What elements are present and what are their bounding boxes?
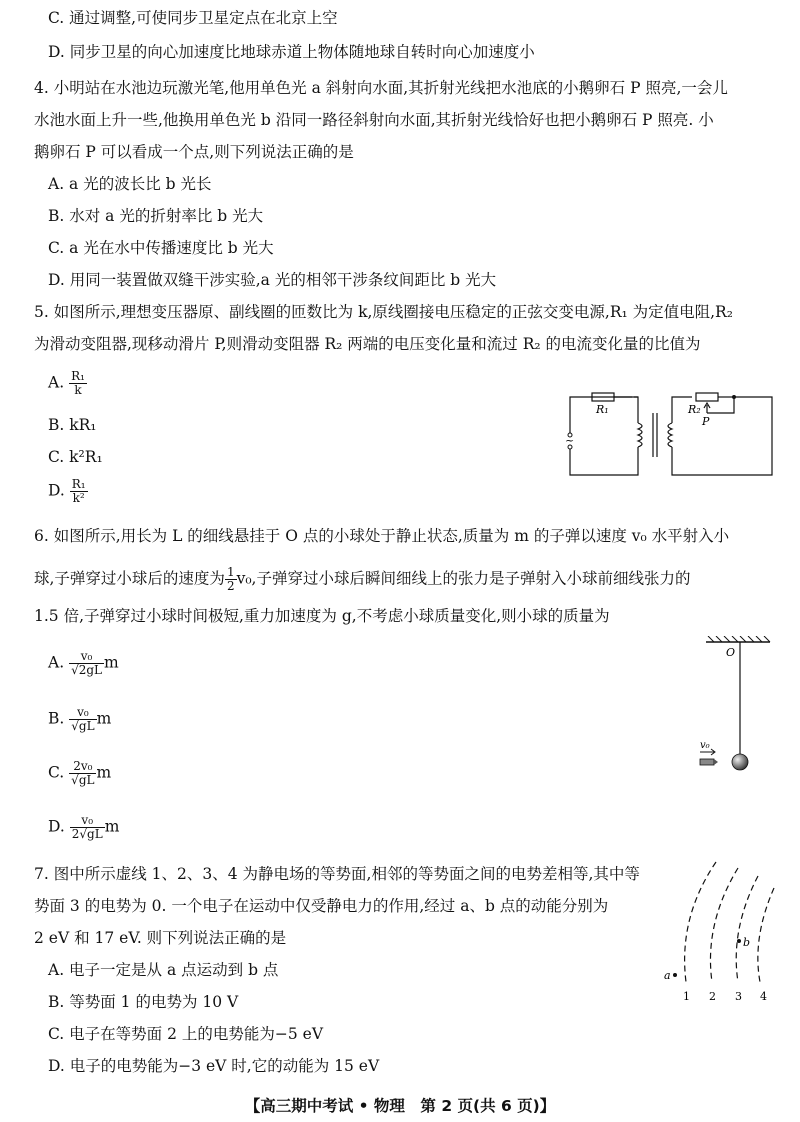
q5-option-a: A. $\frac{\text{R₁}}{k}$ — [48, 369, 85, 397]
q4-option-a: A. a 光的波长比 b 光长 — [48, 175, 212, 193]
q6-option-a: A. $\frac{\text{v₀}}{√2gL}$ m — [48, 649, 119, 677]
q7-option-b: B. 等势面 1 的电势为 10 V — [48, 993, 239, 1011]
q7-stem-line1: 7. 图中所示虚线 1、2、3、4 为静电场的等势面,相邻的等势面之间的电势差相等,其中等 — [34, 865, 640, 883]
fig-label-v0: v₀ — [700, 740, 710, 751]
q4-option-c: C. a 光在水中传播速度比 b 光大 — [48, 239, 274, 257]
fig-point-a: a — [664, 969, 671, 982]
fig-point-b: b — [743, 936, 751, 949]
q3-option-d: D. 同步卫星的向心加速度比地球赤道上物体随地球自转时向心加速度小 — [48, 43, 535, 61]
q6-option-c: C. $\frac{\text{2v₀}}{√gL}$ m — [48, 759, 112, 787]
q6-stem-line3: 1.5 倍,子弹穿过小球时间极短,重力加速度为 g,不考虑小球质量变化,则小球的质量为 — [34, 607, 610, 625]
q7-stem-line2: 势面 3 的电势为 0. 一个电子在运动中仅受静电力的作用,经过 a、b 点的动能分别为 — [34, 897, 609, 915]
q7-option-d: D. 电子的电势能为−3 eV 时,它的动能为 15 eV — [48, 1057, 380, 1075]
fig-surface-label-2: 2 — [709, 990, 716, 1003]
q7-option-a: A. 电子一定是从 a 点运动到 b 点 — [48, 961, 279, 979]
ac-source-symbol: ~ — [565, 434, 575, 447]
q7-option-c: C. 电子在等势面 2 上的电势能为−5 eV — [48, 1025, 324, 1043]
fig-label-o: O — [726, 646, 736, 659]
q5-stem-line1: 5. 如图所示,理想变压器原、副线圈的匝数比为 k,原线圈接电压稳定的正弦交变电源,R₁ 为定值电阻,R₂ — [34, 303, 733, 321]
fig-surface-label-3: 3 — [735, 990, 742, 1003]
fig-surface-label-4: 4 — [760, 990, 767, 1003]
q7-stem-line3: 2 eV 和 17 eV. 则下列说法正确的是 — [34, 929, 287, 947]
q5-option-d: D. $\frac{\text{R₁}}{\text{k²}}$ — [48, 477, 86, 505]
q3-option-c: C. 通过调整,可使同步卫星定点在北京上空 — [48, 9, 338, 27]
fig-label-r2: R₂ — [688, 403, 701, 416]
page-footer: 【高三期中考试 • 物理 第 2 页(共 6 页)】 — [244, 1097, 556, 1115]
q6-option-b: B. $\frac{\text{v₀}}{√gL}$ m — [48, 705, 112, 733]
bullet — [700, 759, 714, 765]
fig-surface-label-1: 1 — [683, 990, 690, 1003]
fig-label-p: P — [702, 415, 710, 428]
q4-stem-line1: 4. 小明站在水池边玩激光笔,他用单色光 a 斜射向水面,其折射光线把水池底的小鹅卵石 P 照亮,一会儿 — [34, 79, 728, 97]
transformer-circuit-diagram — [562, 385, 778, 485]
equipotential-diagram — [656, 858, 786, 1008]
q4-stem-line2: 水池水面上升一些,他换用单色光 b 沿同一路径斜射向水面,其折射光线恰好也把小鹅卵石 P 照亮. 小 — [34, 111, 714, 129]
pendulum-diagram — [696, 636, 786, 776]
fig-label-r1: R₁ — [596, 403, 609, 416]
q6-stem-line2: 球,子弹穿过小球后的速度为 $\frac{1}{2}$ v₀,子弹穿过小球后瞬间细线上的张力是子弹射入小球前细线张力的 — [34, 565, 691, 593]
q4-option-d: D. 用同一装置做双缝干涉实验,a 光的相邻干涉条纹间距比 b 光大 — [48, 271, 497, 289]
q5-option-c: C. k²R₁ — [48, 448, 103, 466]
ball — [732, 754, 748, 770]
q5-stem-line2: 为滑动变阻器,现移动滑片 P,则滑动变阻器 R₂ 两端的电压变化量和流过 R₂ 的电流变化量的比值为 — [34, 335, 701, 353]
q5-option-b: B. kR₁ — [48, 416, 97, 434]
q6-option-d: D. $\frac{\text{v₀}}{2√gL}$ m — [48, 813, 120, 841]
q4-option-b: B. 水对 a 光的折射率比 b 光大 — [48, 207, 264, 225]
q6-stem-line1: 6. 如图所示,用长为 L 的细线悬挂于 O 点的小球处于静止状态,质量为 m 的子弹以速度 v₀ 水平射入小 — [34, 527, 730, 545]
q4-stem-line3: 鹅卵石 P 可以看成一个点,则下列说法正确的是 — [34, 143, 354, 161]
